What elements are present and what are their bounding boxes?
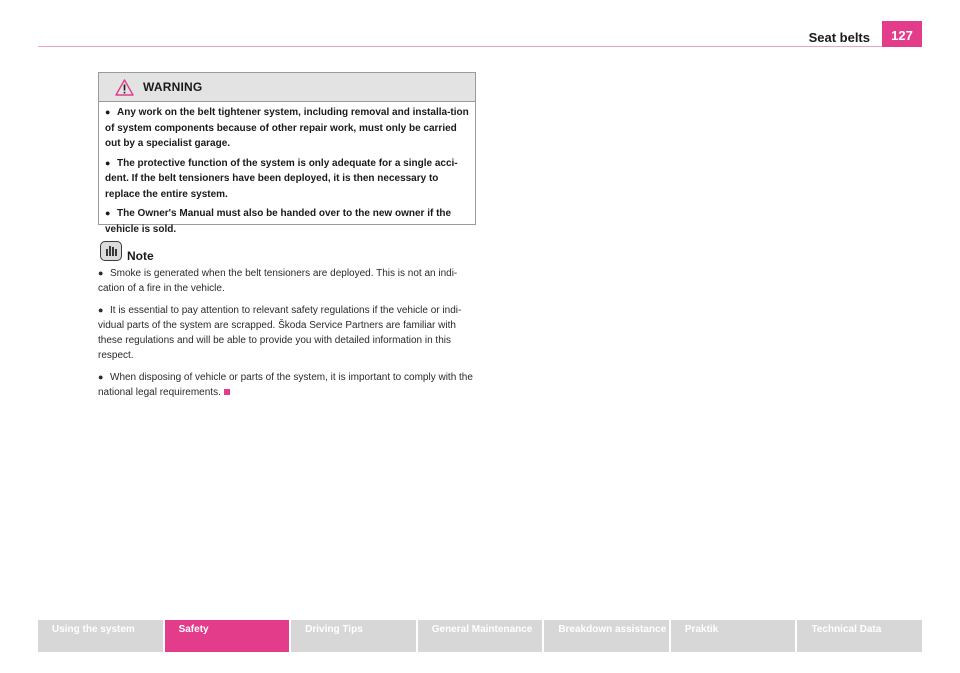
page-number: 127 <box>882 21 922 47</box>
tab-breakdown-assistance[interactable]: Breakdown assistance <box>544 620 669 652</box>
tab-general-maintenance[interactable]: General Maintenance <box>418 620 543 652</box>
bullet-icon: ● <box>105 157 111 168</box>
bullet-icon: ● <box>105 107 111 117</box>
warning-item <box>105 156 469 203</box>
note-item <box>98 370 480 400</box>
header-rule <box>38 46 922 47</box>
note-item-text: Smoke is generated when the belt tensioners are deployed. This is not an indi-cation of a fire in the vehicle. <box>98 268 458 294</box>
warning-triangle-icon <box>115 79 134 96</box>
tab-using-the-system[interactable]: Using the system <box>38 620 163 652</box>
bullet-icon: ● <box>105 208 111 218</box>
bullet-icon: ● <box>98 268 104 278</box>
warning-header <box>99 73 475 102</box>
note-icon <box>100 241 122 261</box>
tab-praktik[interactable]: Praktik <box>671 620 796 652</box>
section-end-icon <box>224 389 230 395</box>
note-item <box>98 303 480 363</box>
warning-title: WARNING <box>143 80 203 94</box>
warning-item-text: The protective function of the system is only adequate for a single acci-dent. If the belt tensioners have been deployed, it is then necessary to replace the entire system. <box>105 157 458 200</box>
note-item <box>98 266 480 296</box>
warning-box <box>98 72 476 235</box>
tab-technical-data[interactable]: Technical Data <box>797 620 922 652</box>
footer-nav <box>38 620 922 652</box>
page-title: Seat belts <box>808 30 870 45</box>
warning-body <box>99 102 475 237</box>
warning-item <box>105 105 469 152</box>
warning-item-text: The Owner's Manual must also be handed over to the new owner if the vehicle is sold. <box>105 208 452 235</box>
bullet-icon: ● <box>98 305 104 315</box>
note-item-text: When disposing of vehicle or parts of the system, it is important to comply with the national legal requirements. <box>98 372 473 398</box>
warning-item <box>105 206 469 237</box>
warning-item-text: Any work on the belt tightener system, including removal and installa-tion of system components because of other repair work, must only be carried out by a specialist garage. <box>105 107 469 149</box>
note-item-text: It is essential to pay attention to relevant safety regulations if the vehicle or indi-vidual parts of the system are scrapped. Škoda Service Partners are familiar with these regulations and will be able to provide you with detailed information in this respect. <box>98 305 462 361</box>
tab-safety[interactable]: Safety <box>165 620 290 652</box>
hand-note-icon <box>104 244 118 258</box>
note-title: Note <box>127 249 154 263</box>
bullet-icon: ● <box>98 372 104 382</box>
tab-driving-tips[interactable]: Driving Tips <box>291 620 416 652</box>
note-body <box>98 266 480 407</box>
